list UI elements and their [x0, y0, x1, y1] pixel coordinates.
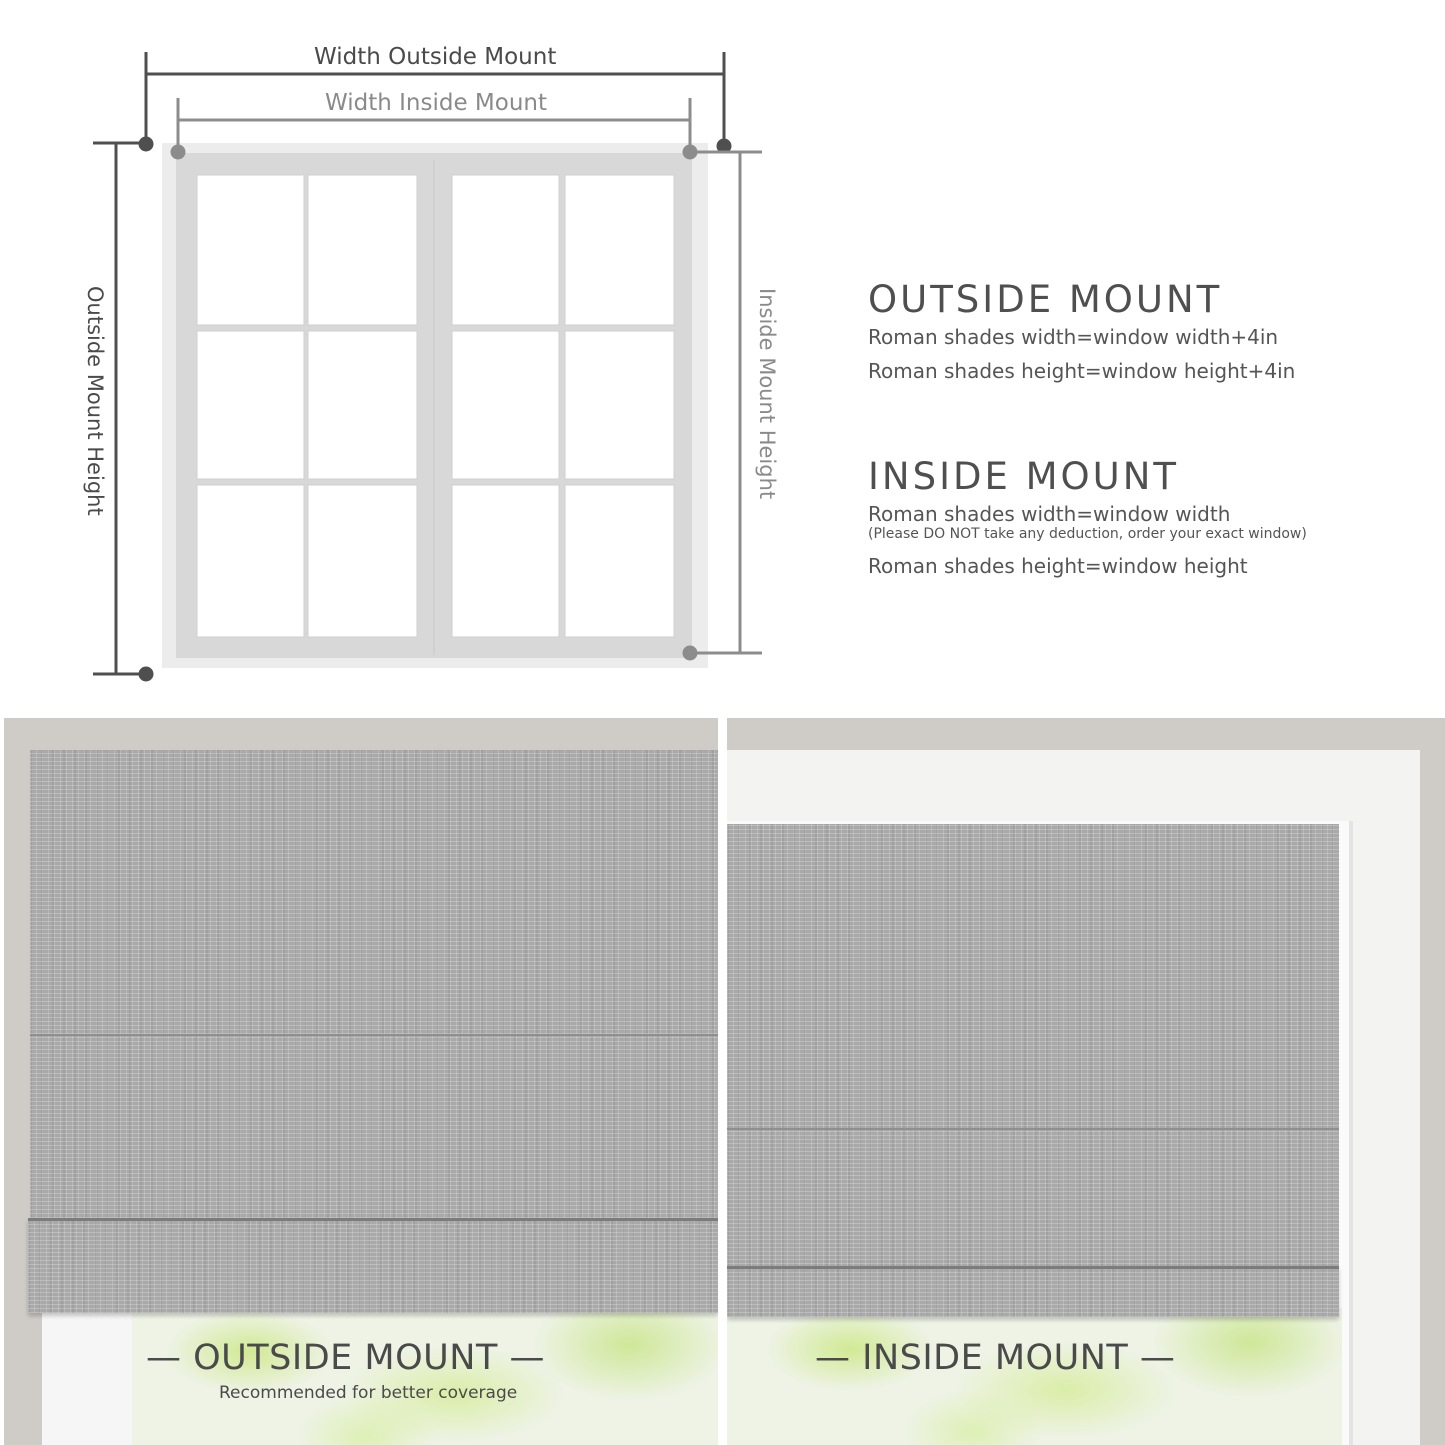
outside-mount-subcaption: Recommended for better coverage	[219, 1383, 518, 1403]
width-inside-mount-label: Width Inside Mount	[325, 90, 548, 116]
photo-divider	[718, 718, 727, 1445]
inside-mount-photo	[727, 718, 1445, 1445]
outside-width-formula: Roman shades width=window width+4in	[868, 325, 1279, 349]
roman-shade-fold-1	[30, 1034, 718, 1222]
roman-shade-top	[30, 750, 718, 1034]
inside-mount-heading: INSIDE MOUNT	[868, 455, 1180, 498]
inside-width-formula: Roman shades width=window width	[868, 502, 1231, 526]
inside-width-note: (Please DO NOT take any deduction, order your exact window)	[868, 526, 1307, 542]
inside-mount-height-label: Inside Mount Height	[755, 288, 779, 500]
roman-shade-fold-2	[727, 1266, 1339, 1317]
outside-mount-caption: — OUTSIDE MOUNT —	[146, 1338, 545, 1378]
roman-shade-fold-2	[28, 1218, 718, 1313]
roman-shade-top	[727, 824, 1339, 1130]
outside-mount-heading: OUTSIDE MOUNT	[868, 278, 1223, 321]
inside-mount-caption: — INSIDE MOUNT —	[815, 1338, 1176, 1378]
inside-height-formula: Roman shades height=window height	[868, 554, 1248, 578]
outside-mount-photo	[4, 718, 718, 1445]
outside-mount-info	[868, 278, 1295, 383]
outside-height-formula: Roman shades height=window height+4in	[868, 359, 1296, 383]
width-outside-mount-label: Width Outside Mount	[314, 44, 557, 70]
outside-mount-height-label: Outside Mount Height	[83, 286, 107, 516]
inside-mount-info	[868, 455, 1307, 578]
roman-shade-fold-1	[727, 1128, 1339, 1268]
